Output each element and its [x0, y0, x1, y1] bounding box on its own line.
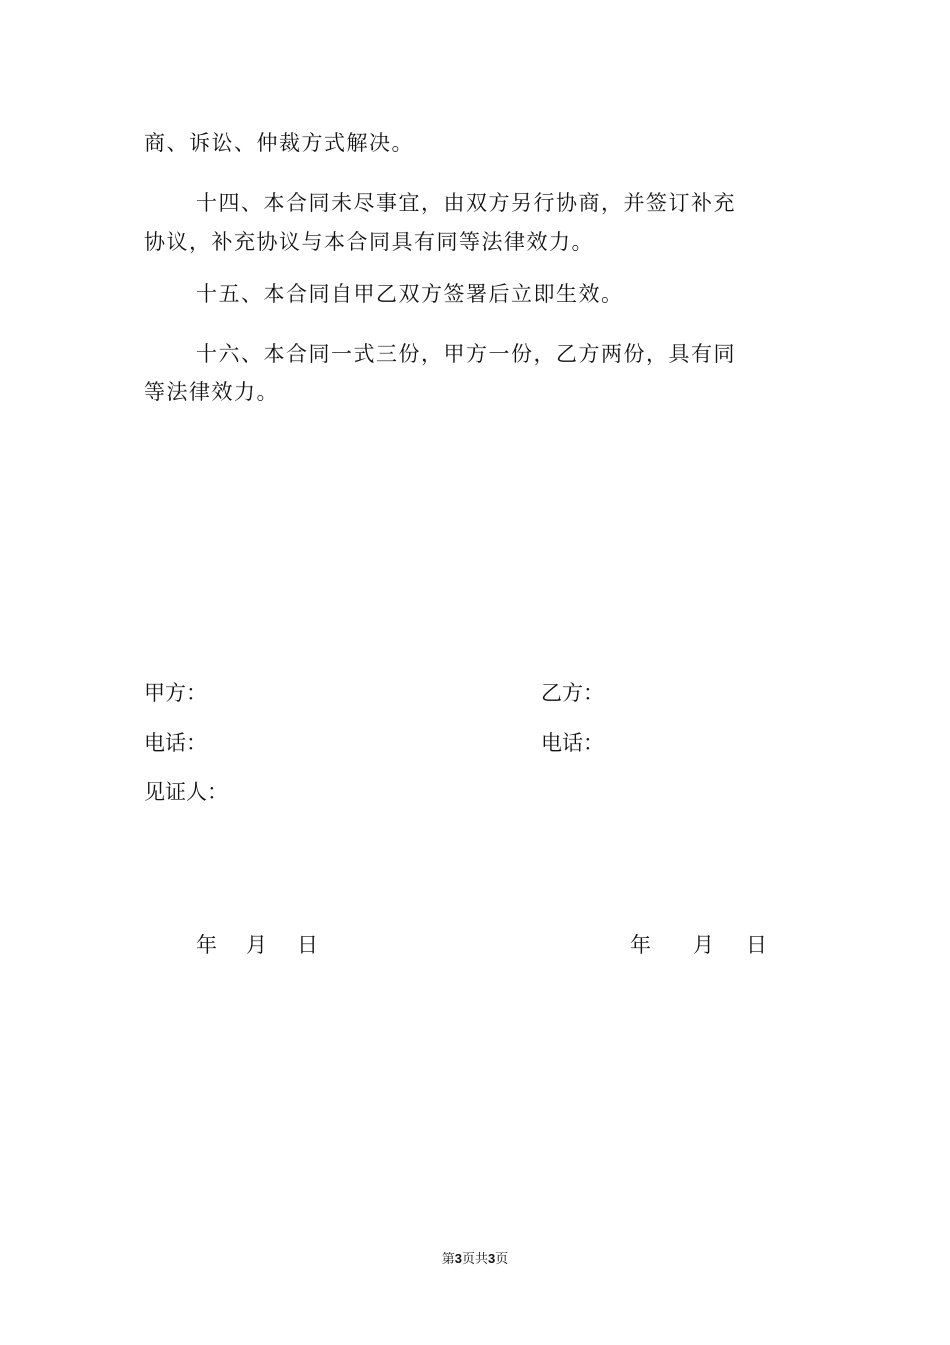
- party-b-phone-label: 电话：: [541, 731, 604, 755]
- party-a-label: 甲方：: [144, 681, 207, 705]
- page-footer: [0, 1250, 950, 1269]
- clause-14-line-2: 协议，补充协议与本合同具有同等法律效力。: [144, 230, 594, 254]
- party-b-label: 乙方：: [541, 681, 604, 705]
- body-line-resolution: 商、诉讼、仲裁方式解决。: [144, 131, 414, 155]
- footer-prefix: 第: [441, 1252, 455, 1267]
- footer-middle: 页共: [461, 1252, 488, 1267]
- footer-current-page: 3: [454, 1251, 462, 1266]
- date-day: 日: [746, 933, 767, 957]
- date-year: 年: [196, 933, 217, 957]
- footer-total-pages: 3: [488, 1251, 496, 1266]
- clause-16-line-1: 十六、本合同一式三份，甲方一份，乙方两份，具有同: [196, 342, 736, 366]
- clause-16-line-2: 等法律效力。: [144, 380, 279, 404]
- party-a-phone-label: 电话：: [144, 731, 207, 755]
- date-month: 月: [246, 933, 267, 957]
- witness-label: 见证人：: [144, 780, 228, 804]
- clause-15: 十五、本合同自甲乙双方签署后立即生效。: [196, 282, 624, 306]
- date-month: 月: [693, 933, 714, 957]
- footer-suffix: 页: [495, 1252, 509, 1267]
- date-year: 年: [630, 933, 651, 957]
- date-day: 日: [297, 933, 318, 957]
- clause-14-line-1: 十四、本合同未尽事宜，由双方另行协商，并签订补充: [196, 191, 736, 215]
